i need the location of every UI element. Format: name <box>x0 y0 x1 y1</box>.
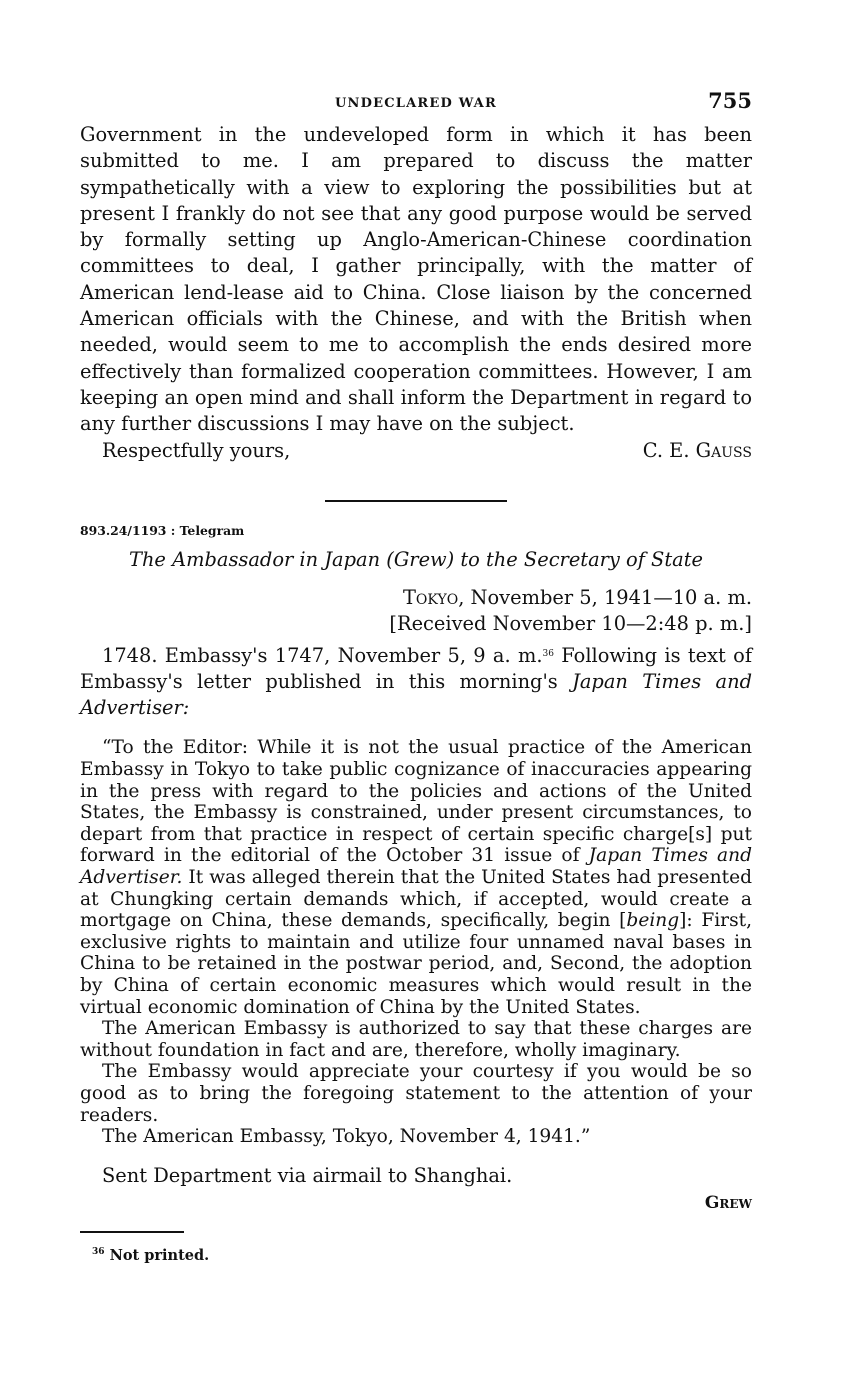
running-head <box>80 88 752 122</box>
document-heading <box>80 548 752 571</box>
quote-p1-text-c: ]: First, exclusive rights to maintain and utilize four unnamed naval bases in China to be retained in the postwar period, and, Second, the adoption by China of certain economic measures which would result in the virtual economic domination of China by the United States. <box>80 910 752 1018</box>
file-number: 893.24/1193 : Telegram <box>80 522 245 538</box>
received-dateline: [Received November 10—2:48 p. m.] <box>389 611 752 635</box>
quote-p1-being: being <box>626 910 680 932</box>
dateline <box>80 585 752 637</box>
quote-paragraph-3: The Embassy would appreciate your courtesy if you would be so good as to bring the foregoing statement to the attention of your readers. <box>80 1061 752 1126</box>
footnote-rule <box>80 1231 184 1233</box>
opening-text-b: Following is text of Embassy's letter published in this morning's <box>80 643 752 693</box>
quoted-letter <box>80 737 752 1147</box>
opening-text-a: 1748. Embassy's 1747, November 5, 9 a. m. <box>102 643 543 667</box>
running-title: UNDECLARED WAR <box>335 96 497 111</box>
sent-dateline <box>80 585 752 611</box>
closing-signature: C. E. Gauss <box>642 438 752 462</box>
newspaper-title: Japan Times and Advertiser: <box>80 669 752 720</box>
sent-note: Sent Department via airmail to Shanghai. <box>102 1163 513 1187</box>
quote-p1-text-b: It was alleged therein that the United States had presented at Chungking certain demands which, if accepted, would create a mortgage on China, these demands, specifically, begin [ <box>80 867 752 932</box>
dateline-date: , November 5, 1941—10 a. m. <box>458 585 752 609</box>
heading-part-1: The Ambassador in Japan ( <box>129 547 394 571</box>
quote-paragraph-2: The American Embassy is authorized to say that these charges are without foundation in fact and are, therefore, wholly imaginary. <box>80 1018 752 1061</box>
footnote-number: 36 <box>92 1246 105 1257</box>
footnote <box>92 1247 752 1264</box>
section-divider <box>325 500 507 502</box>
previous-document-text: Government in the undeveloped form in which it has been submitted to me. I am prepared to discuss the matter sympathetically with a view to exploring the possibilities but at present I frankly do not see that any good purpose would be served by formally setting up Anglo-American-Chinese coordination committees to deal, I gather principally, with the matter of American lend-lease aid to China. Close liaison by the concerned American officials with the Chinese, and with the British when needed, would seem to me to accomplish the ends desired more effectively than formalized cooperation committees. However, I am keeping an open mind and shall inform the Department in regard to any further discussions I may have on the subject. <box>80 123 752 436</box>
telegram-signature: Grew <box>704 1192 752 1213</box>
closing-salutation: Respectfully yours, <box>102 438 291 462</box>
dateline-place: Tokyo <box>402 585 459 609</box>
quote-p1-text-a: “To the Editor: While it is not the usual practice of the American Embassy in Tokyo to take public cognizance of inaccuracies appearing in the press with regard to the policies and actions of the United States, the Embassy is constrained, under present circumstances, to depart from that practice in respect of certain specific charge[s] put forward in the editorial of the October 31 issue of <box>80 737 752 867</box>
page <box>80 88 752 1264</box>
heading-part-2: ) to the Secretary of State <box>446 547 703 571</box>
letter-closing <box>80 438 752 464</box>
quote-paragraph-1 <box>80 737 752 1018</box>
quote-p1-newspaper: Japan Times and Advertiser. <box>80 845 752 889</box>
footnote-reference: 36 <box>542 648 554 659</box>
footnote-text: Not printed. <box>109 1246 210 1264</box>
quote-paragraph-4: The American Embassy, Tokyo, November 4, 1941.” <box>102 1126 591 1148</box>
telegram-opening <box>80 643 752 722</box>
heading-name: Grew <box>393 547 447 571</box>
page-number: 755 <box>708 88 752 113</box>
